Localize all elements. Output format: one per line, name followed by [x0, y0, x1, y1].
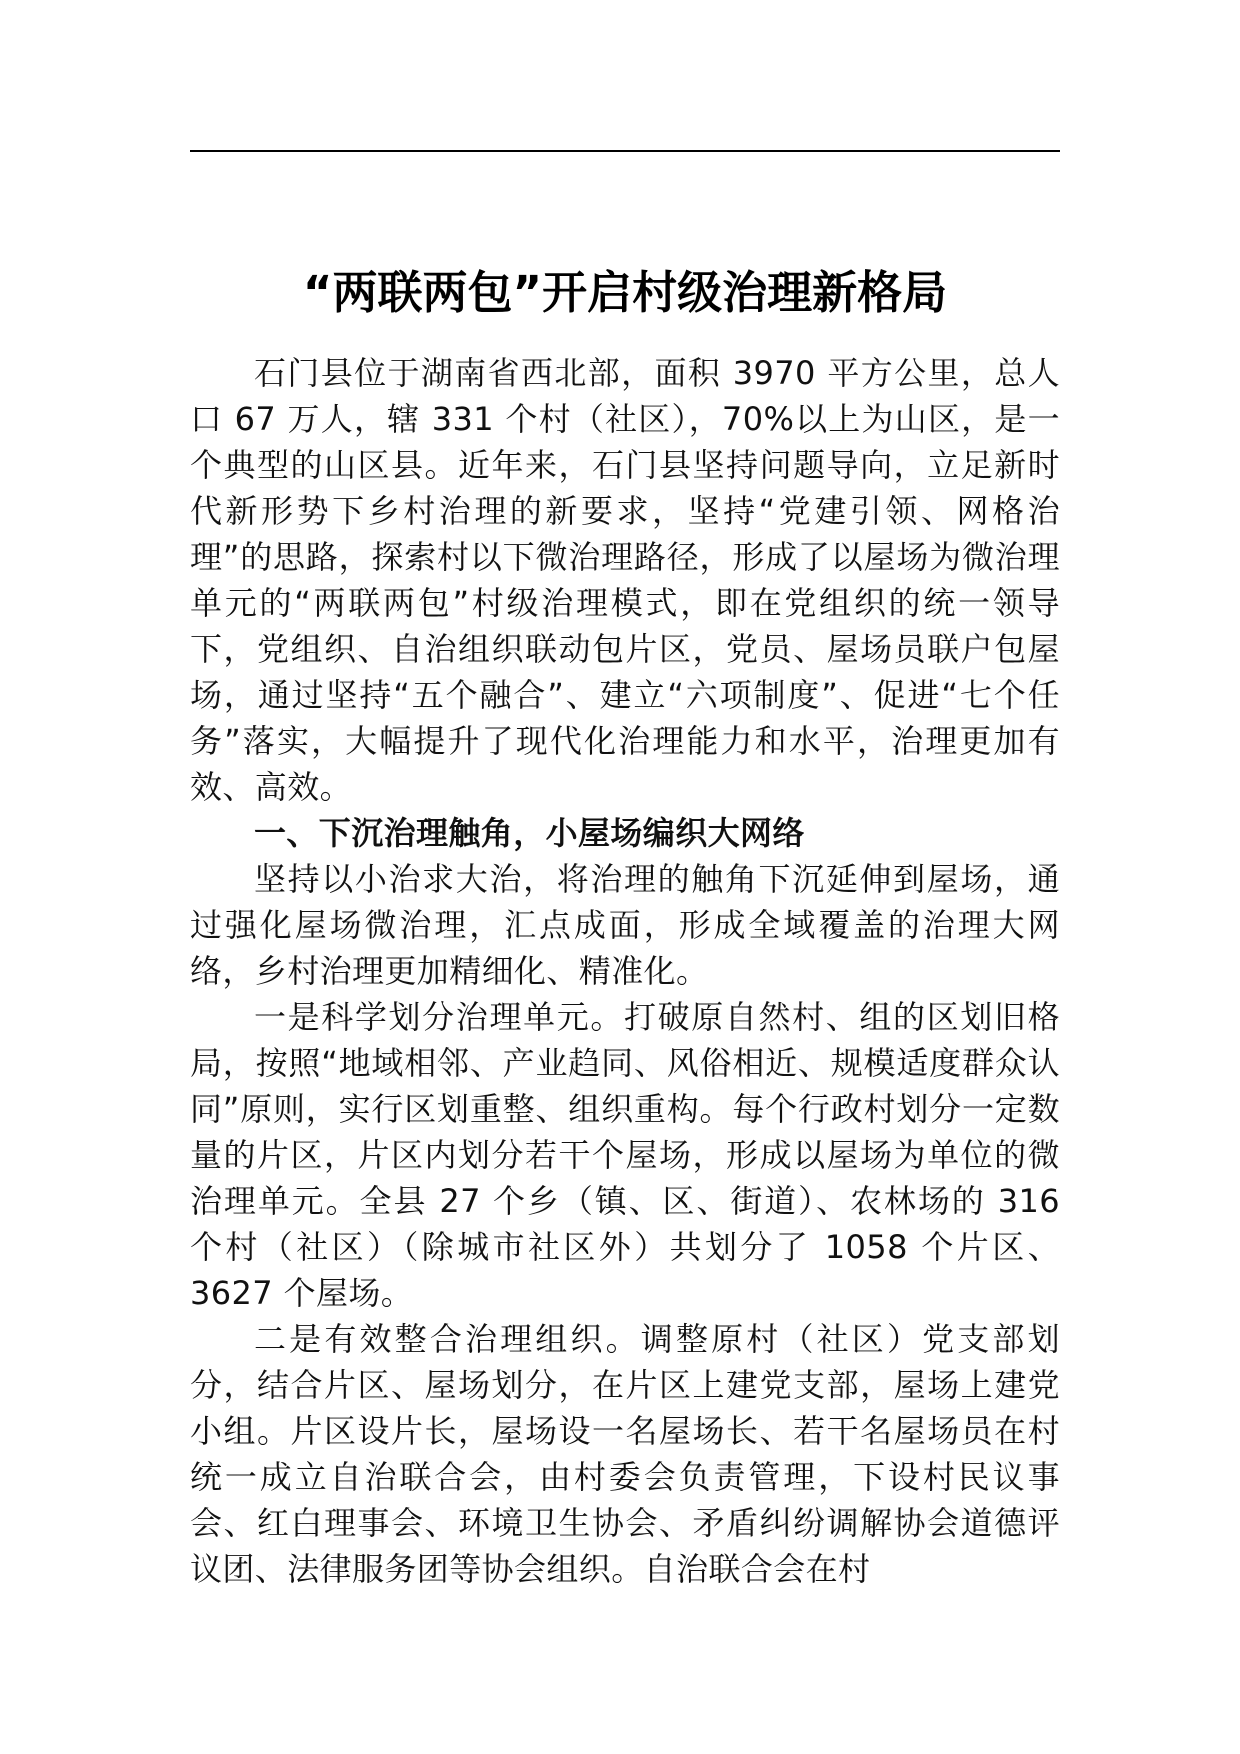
point-2-paragraph: 二是有效整合治理组织。调整原村（社区）党支部划分，结合片区、屋场划分，在片区上建党支部，屋场上建党小组。片区设片长，屋场设一名屋场长、若干名屋场员在村统一成立自治联合会，由村委会负责管理，下设村民议事会、红白理事会、环境卫生协会、矛盾纠纷调解协会道德评议团、法律服务团等协会组织。自治联合会在村 — [190, 1320, 1060, 1588]
point-1-paragraph: 一是科学划分治理单元。打破原自然村、组的区划旧格局，按照“地域相邻、产业趋同、风俗相近、规模适度群众认同”原则，实行区划重整、组织重构。每个行政村划分一定数量的片区，片区内划分若干个屋场，形成以屋场为单位的微治理单元。全县 27 个乡（镇、区、街道）、农林场的 316 个村（社区）（除城市社区外）共划分了 1058 个片区、3627 个屋场。 — [190, 998, 1060, 1312]
section-1-summary-paragraph: 坚持以小治求大治，将治理的触角下沉延伸到屋场，通过强化屋场微治理，汇点成面，形成全域覆盖的治理大网络，乡村治理更加精细化、精准化。 — [190, 860, 1060, 990]
document-body — [190, 350, 1060, 1592]
header-rule — [190, 150, 1060, 152]
document-title: “两联两包”开启村级治理新格局 — [302, 266, 948, 320]
intro-paragraph: 石门县位于湖南省西北部，面积 3970 平方公里，总人口 67 万人，辖 331 个村（社区），70%以上为山区，是一个典型的山区县。近年来，石门县坚持问题导向，立足新时代新形势下乡村治理的新要求，坚持“党建引领、网格治理”的思路，探索村以下微治理路径，形成了以屋场为微治理单元的“两联两包”村级治理模式，即在党组织的统一领导下，党组织、自治组织联动包片区，党员、屋场员联户包屋场，通过坚持“五个融合”、建立“六项制度”、促进“七个任务”落实，大幅提升了现代化治理能力和水平，治理更加有效、高效。 — [190, 354, 1060, 806]
section-heading-1: 一、下沉治理触角，小屋场编织大网络 — [254, 814, 805, 852]
